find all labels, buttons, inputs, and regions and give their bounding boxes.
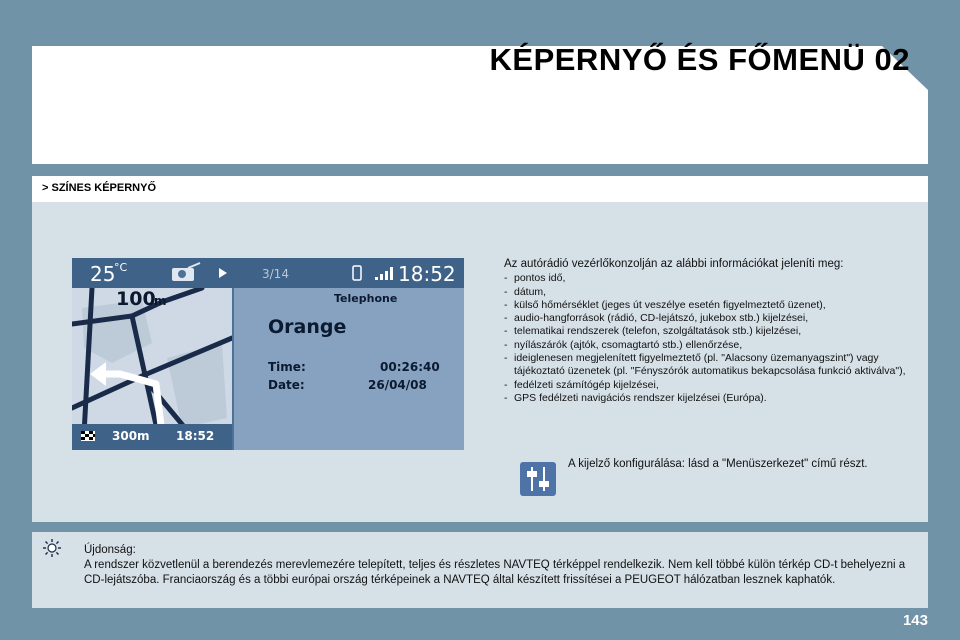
- play-icon: [218, 267, 228, 279]
- arrival-time: 18:52: [176, 429, 215, 443]
- info-list: [504, 272, 914, 405]
- section-header: [32, 176, 928, 202]
- sun-tip-icon: [42, 538, 62, 558]
- color-display-screen: [72, 258, 464, 450]
- info-intro: Az autórádió vezérlőkonzolján az alábbi információkat jeleníti meg:: [504, 258, 844, 270]
- list-item: - dátum,: [504, 286, 914, 299]
- destination-distance: 300m: [112, 429, 150, 443]
- list-item: - pontos idő,: [504, 272, 914, 285]
- list-item: - GPS fedélzeti navigációs rendszer kijelzései (Európa).: [504, 392, 914, 405]
- radio-source-icon: [170, 262, 204, 284]
- list-item: - telematikai rendszerek (telefon, szolgáltatások stb.) kijelzései,: [504, 325, 914, 338]
- list-item: - ideiglenesen megjelenített figyelmeztető (pl. "Alacsony üzemanyagszint") vagy tájékoztató üzenetek (pl. "Fényszórók automatikus bekapcsolása funkció aktiválva"),: [504, 352, 914, 379]
- list-item: - fedélzeti számítógép kijelzései,: [504, 379, 914, 392]
- note-title: Újdonság:: [84, 544, 136, 556]
- date-label: Date:: [268, 378, 305, 392]
- settings-sliders-icon: [520, 462, 556, 496]
- operator-name: Orange: [268, 316, 347, 338]
- signal-strength-icon: [374, 266, 394, 281]
- track-number: 3/14: [262, 267, 289, 281]
- list-item: - nyílászárók (ajtók, csomagtartó stb.) ellenőrzése,: [504, 339, 914, 352]
- temperature-unit: °C: [114, 261, 128, 274]
- config-reference: A kijelző konfigurálása: lásd a "Menüszerkezet" című részt.: [568, 458, 868, 470]
- call-time-label: Time:: [268, 360, 306, 374]
- display-info-text: [504, 258, 914, 405]
- telephone-heading: Telephone: [334, 292, 398, 305]
- note-box: [32, 532, 928, 608]
- turn-distance-unit: m: [154, 294, 167, 308]
- turn-distance: 100: [116, 288, 156, 310]
- page-number: 143: [902, 612, 928, 629]
- section-title: > SZÍNES KÉPERNYŐ: [42, 182, 157, 194]
- phone-icon: [352, 265, 362, 281]
- page-title: KÉPERNYŐ ÉS FŐMENÜ 02: [489, 42, 910, 77]
- finish-flag-icon: [80, 430, 96, 444]
- call-time-value: 00:26:40: [380, 360, 440, 374]
- date-value: 26/04/08: [368, 378, 427, 392]
- note-body: A rendszer közvetlenül a berendezés merevlemezére telepített, teljes és részletes NAVTEQ térképpel rendelkezik. Nem kell többé külön térkép CD-t behelyezni a CD-lejátszóba. Franciaország és a többi európai ország térképeinek a NAVTEQ által készített frissítései a PEUGEOT hálózatban lesznek kaphatók.: [84, 559, 906, 586]
- list-item: - audio-hangforrások (rádió, CD-lejátszó, jukebox stb.) kijelzései,: [504, 312, 914, 325]
- clock-time: 18:52: [398, 262, 456, 286]
- list-item: - külső hőmérséklet (jeges út veszélye esetén figyelmeztető üzenet),: [504, 299, 914, 312]
- temperature-value: 25: [90, 262, 116, 286]
